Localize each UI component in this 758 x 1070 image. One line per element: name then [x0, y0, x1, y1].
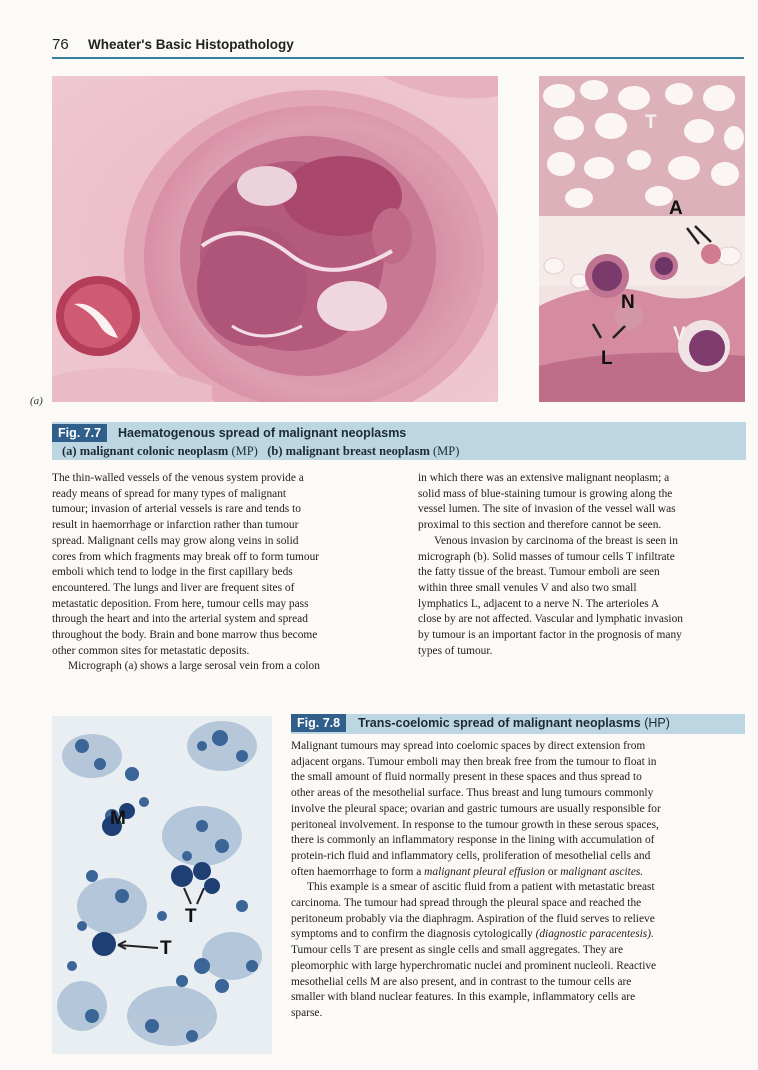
- text-line: [291, 927, 745, 943]
- text-line: This example is a smear of ascitic fluid from a patient with metastatic breast: [307, 881, 655, 894]
- label-M-mesothelial: M: [110, 808, 126, 829]
- text-line: metastatic deposition. From here, tumour cells may pass: [52, 597, 309, 610]
- text-line: Malignant tumours may spread into coelomic spaces by direct extension from: [291, 740, 646, 752]
- text-line: protein-rich fluid and inflammatory cells, proliferation of mesothelial cells and: [291, 849, 651, 862]
- fig-7-7-text-right: [418, 471, 744, 659]
- running-header: [52, 36, 742, 58]
- text-line: the small amount of fluid normally present in these spaces and thus spread to: [291, 771, 642, 784]
- text-span: symptoms and to confirm the diagnosis cytologically: [291, 928, 533, 941]
- text-line: Venous invasion by carcinoma of the breast is seen in: [434, 534, 678, 547]
- text-line: pleomorphic with large hyperchromatic nuclei and prominent nucleoli. Reactive: [291, 959, 657, 972]
- text-line: result in haemorrhage or infarction rather than tumour: [52, 519, 299, 532]
- label-N-nerve: N: [621, 292, 635, 313]
- text-line: Micrograph (a) shows a large serosal vein from a colon: [68, 660, 320, 673]
- text-line: other areas of the mesothelial surface. Thus breast and lung tumours commonly: [291, 787, 654, 800]
- micrograph-a-colonic-vein: [52, 76, 498, 402]
- fig-7-7-sub-a: (a) malignant colonic neoplasm: [62, 444, 229, 458]
- label-L-lymphatics: L: [601, 348, 613, 369]
- text-line: peritoneum probably via the diaphragm. Aspiration of the fluid serves to relieve: [291, 912, 655, 925]
- text-line: types of tumour.: [418, 644, 493, 657]
- text-line: The thin-walled vessels of the venous system provide a: [52, 472, 304, 484]
- term-malignant-ascites: malignant ascites.: [560, 865, 644, 878]
- header-rule: [52, 57, 744, 59]
- text-line: there is commonly an inflammatory response in the lining with accumulation of: [291, 834, 655, 847]
- micrograph-b-breast-neoplasm: [539, 76, 745, 402]
- fig-7-8-tag: Fig. 7.8: [291, 714, 346, 732]
- text-line: peritoneal involvement. In response to the tumour growth in these serous spaces,: [291, 818, 659, 831]
- label-A-arterioles: A: [669, 198, 683, 219]
- fig-7-7-subcaption: [62, 444, 459, 459]
- text-span: often haemorrhage to form a: [291, 865, 422, 878]
- text-line: close by are not affected. Vascular and lymphatic invasion: [418, 613, 683, 626]
- text-line: involve the pleural space; ovarian and gastric tumours are usually responsible for: [291, 802, 661, 815]
- text-line: through the heart and into the arterial system and spread: [52, 613, 308, 626]
- label-T-tumour-upper: T: [185, 906, 197, 927]
- text-line: [291, 865, 745, 881]
- fig-7-8-title-text: Trans-coelomic spread of malignant neoplasms: [358, 716, 641, 730]
- text-span: or: [547, 865, 558, 878]
- text-line: adjacent organs. Tumour emboli may then break free from the tumour to float in: [291, 755, 657, 768]
- text-line: lymphatics L, adjacent to a nerve N. The arterioles A: [418, 597, 660, 610]
- text-line: smaller with bland nuclear features. In this example, inflammatory cells are: [291, 991, 636, 1004]
- text-line: mesothelial cells M are also present, and in contrast to the tumour cells are: [291, 975, 632, 988]
- text-line: cores from which fragments may break off to form tumour: [52, 550, 320, 563]
- text-line: other common sites for metastatic deposits.: [52, 644, 250, 657]
- fig-7-7-sub-b: (b) malignant breast neoplasm: [267, 444, 430, 458]
- fig-7-7-tag: Fig. 7.7: [52, 424, 107, 442]
- fig-7-7-sub-b-mag: (MP): [433, 444, 460, 458]
- book-title: Wheater's Basic Histopathology: [88, 37, 294, 52]
- text-line: spread. Malignant cells may grow along veins in solid: [52, 534, 299, 547]
- fig-7-8-title: [358, 716, 670, 730]
- text-line: vessel lumen. The site of invasion of the vessel wall was: [418, 503, 676, 516]
- fig-7-7-sub-a-mag: (MP): [231, 444, 258, 458]
- text-line: within three small venules V and also two small: [418, 581, 637, 594]
- text-line: tumour; invasion of arterial vessels is rare and tends to: [52, 503, 301, 516]
- text-line: Tumour cells T are present as single cells and small aggregates. They are: [291, 944, 624, 957]
- label-T-tumour: T: [645, 112, 657, 133]
- text-line: throughout the body. Brain and bone marrow thus become: [52, 629, 318, 642]
- text-line: the fatty tissue of the breast. Tumour emboli are seen: [418, 566, 660, 579]
- text-line: in which there was an extensive malignant neoplasm; a: [418, 472, 670, 484]
- text-line: micrograph (b). Solid masses of tumour cells T infiltrate: [418, 550, 675, 563]
- text-line: carcinoma. The tumour had spread through the pleural space and reached the: [291, 897, 642, 910]
- term-diagnostic-paracentesis: (diagnostic paracentesis).: [535, 928, 654, 941]
- fig-7-7-title: Haematogenous spread of malignant neoplasms: [118, 426, 407, 440]
- text-line: sparse.: [291, 1006, 323, 1019]
- text-line: solid mass of blue-staining tumour is growing along the: [418, 487, 673, 500]
- page-number: 76: [52, 36, 69, 53]
- text-line: by tumour is an important factor in the prognosis of many: [418, 629, 682, 642]
- fig-7-8-mag: (HP): [644, 716, 670, 730]
- text-line: encountered. The lungs and liver are frequent sites of: [52, 581, 295, 594]
- label-T-tumour-lower: T: [160, 938, 172, 959]
- text-line: proximal to this section and therefore cannot be seen.: [418, 519, 662, 532]
- fig-7-7-text-left: [52, 471, 386, 675]
- fig-7-8-text: [291, 739, 745, 1022]
- label-V-venule: V: [673, 324, 686, 345]
- micrograph-ascitic-smear: [52, 716, 272, 1054]
- panel-a-marker: (a): [30, 395, 43, 407]
- text-line: emboli which tend to lodge in the first capillary beds: [52, 566, 293, 579]
- term-malignant-pleural-effusion: malignant pleural effusion: [424, 865, 546, 878]
- text-line: ready means of spread for many types of malignant: [52, 487, 287, 500]
